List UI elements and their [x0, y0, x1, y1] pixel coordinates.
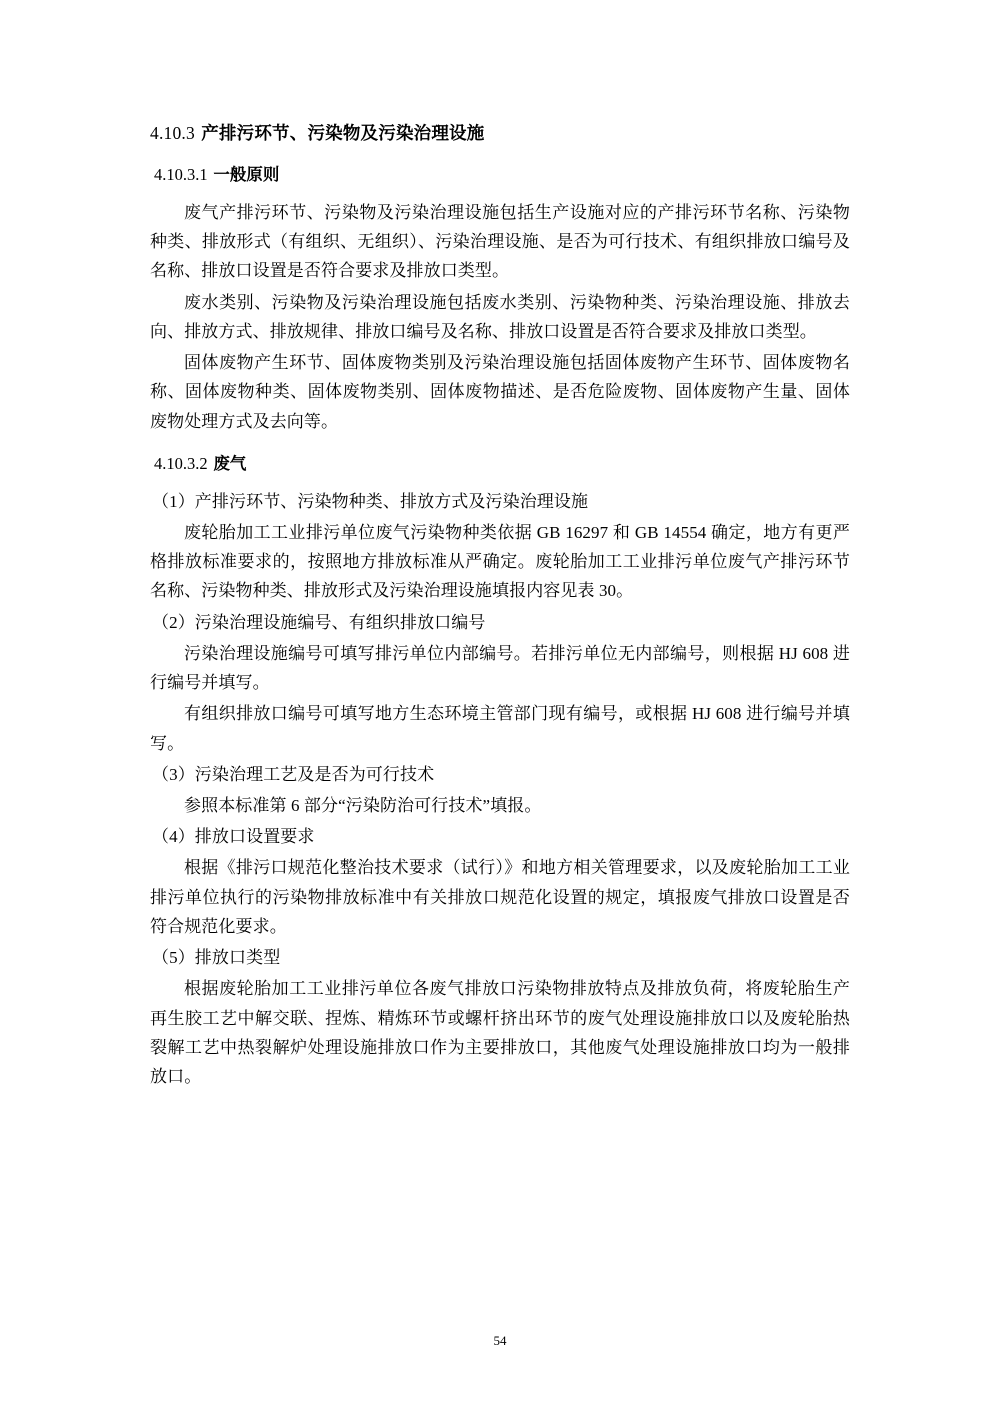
heading-4-10-3-2-text: 废气: [213, 453, 247, 473]
paragraph: 废轮胎加工工业排污单位废气污染物种类依据 GB 16297 和 GB 14554 确定，地方有更严格排放标准要求的，按照地方排放标准从严确定。废轮胎加工工业排污单位废气产排污环节名称、污染物种类、排放形式及污染治理设施填报内容见表 30。: [150, 522, 850, 601]
heading-4-10-3-1: [154, 163, 850, 188]
list-item-label: （1）产排污环节、污染物种类、排放方式及污染治理设施: [152, 491, 589, 511]
paragraph: 根据《排污口规范化整治技术要求（试行）》和地方相关管理要求，以及废轮胎加工工业排污单位执行的污染物排放标准中有关排放口规范化设置的规定，填报废气排放口设置是否符合规范化要求。: [150, 858, 850, 936]
page-number: 54: [493, 1333, 507, 1348]
heading-4-10-3-number: 4.10.3: [150, 123, 195, 143]
heading-4-10-3: [150, 120, 850, 147]
heading-4-10-3-text: 产排污环节、污染物及污染治理设施: [201, 124, 485, 144]
heading-4-10-3-1-text: 一般原则: [213, 165, 280, 185]
paragraph: 废水类别、污染物及污染治理设施包括废水类别、污染物种类、污染治理设施、排放去向、排放方式、排放规律、排放口编号及名称、排放口设置是否符合要求及排放口类型。: [150, 292, 850, 341]
page-content: [150, 120, 850, 1093]
paragraph: 根据废轮胎加工工业排污单位各废气排放口污染物排放特点及排放负荷，将废轮胎生产再生胶工艺中解交联、捏炼、精炼环节或螺杆挤出环节的废气处理设施排放口以及废轮胎热裂解工艺中热裂解炉处理设施排放口作为主要排放口，其他废气处理设施排放口均为一般排放口。: [150, 979, 850, 1087]
paragraph: 污染治理设施编号可填写排污单位内部编号。若排污单位无内部编号，则根据 HJ 608 进行编号并填写。: [150, 643, 850, 693]
list-item-label: （2）污染治理设施编号、有组织排放口编号: [152, 612, 486, 632]
list-item-label: （3）污染治理工艺及是否为可行技术: [152, 764, 435, 784]
list-item-label: （5）排放口类型: [152, 948, 281, 968]
heading-4-10-3-1-number: 4.10.3.1: [154, 165, 208, 185]
list-item-label: （4）排放口设置要求: [152, 827, 315, 847]
heading-4-10-3-2: [154, 452, 850, 477]
paragraph: 固体废物产生环节、固体废物类别及污染治理设施包括固体废物产生环节、固体废物名称、固体废物种类、固体废物类别、固体废物描述、是否危险废物、固体废物产生量、固体废物处理方式及去向等。: [150, 353, 850, 431]
paragraph: 有组织排放口编号可填写地方生态环境主管部门现有编号，或根据 HJ 608 进行编号并填写。: [150, 704, 850, 753]
paragraph: 参照本标准第 6 部分“污染防治可行技术”填报。: [184, 795, 542, 815]
paragraph: 废气产排污环节、污染物及污染治理设施包括生产设施对应的产排污环节名称、污染物种类、排放形式（有组织、无组织）、污染治理设施、是否为可行技术、有组织排放口编号及名称、排放口设置是否符合要求及排放口类型。: [150, 203, 850, 281]
heading-4-10-3-2-number: 4.10.3.2: [154, 453, 208, 473]
